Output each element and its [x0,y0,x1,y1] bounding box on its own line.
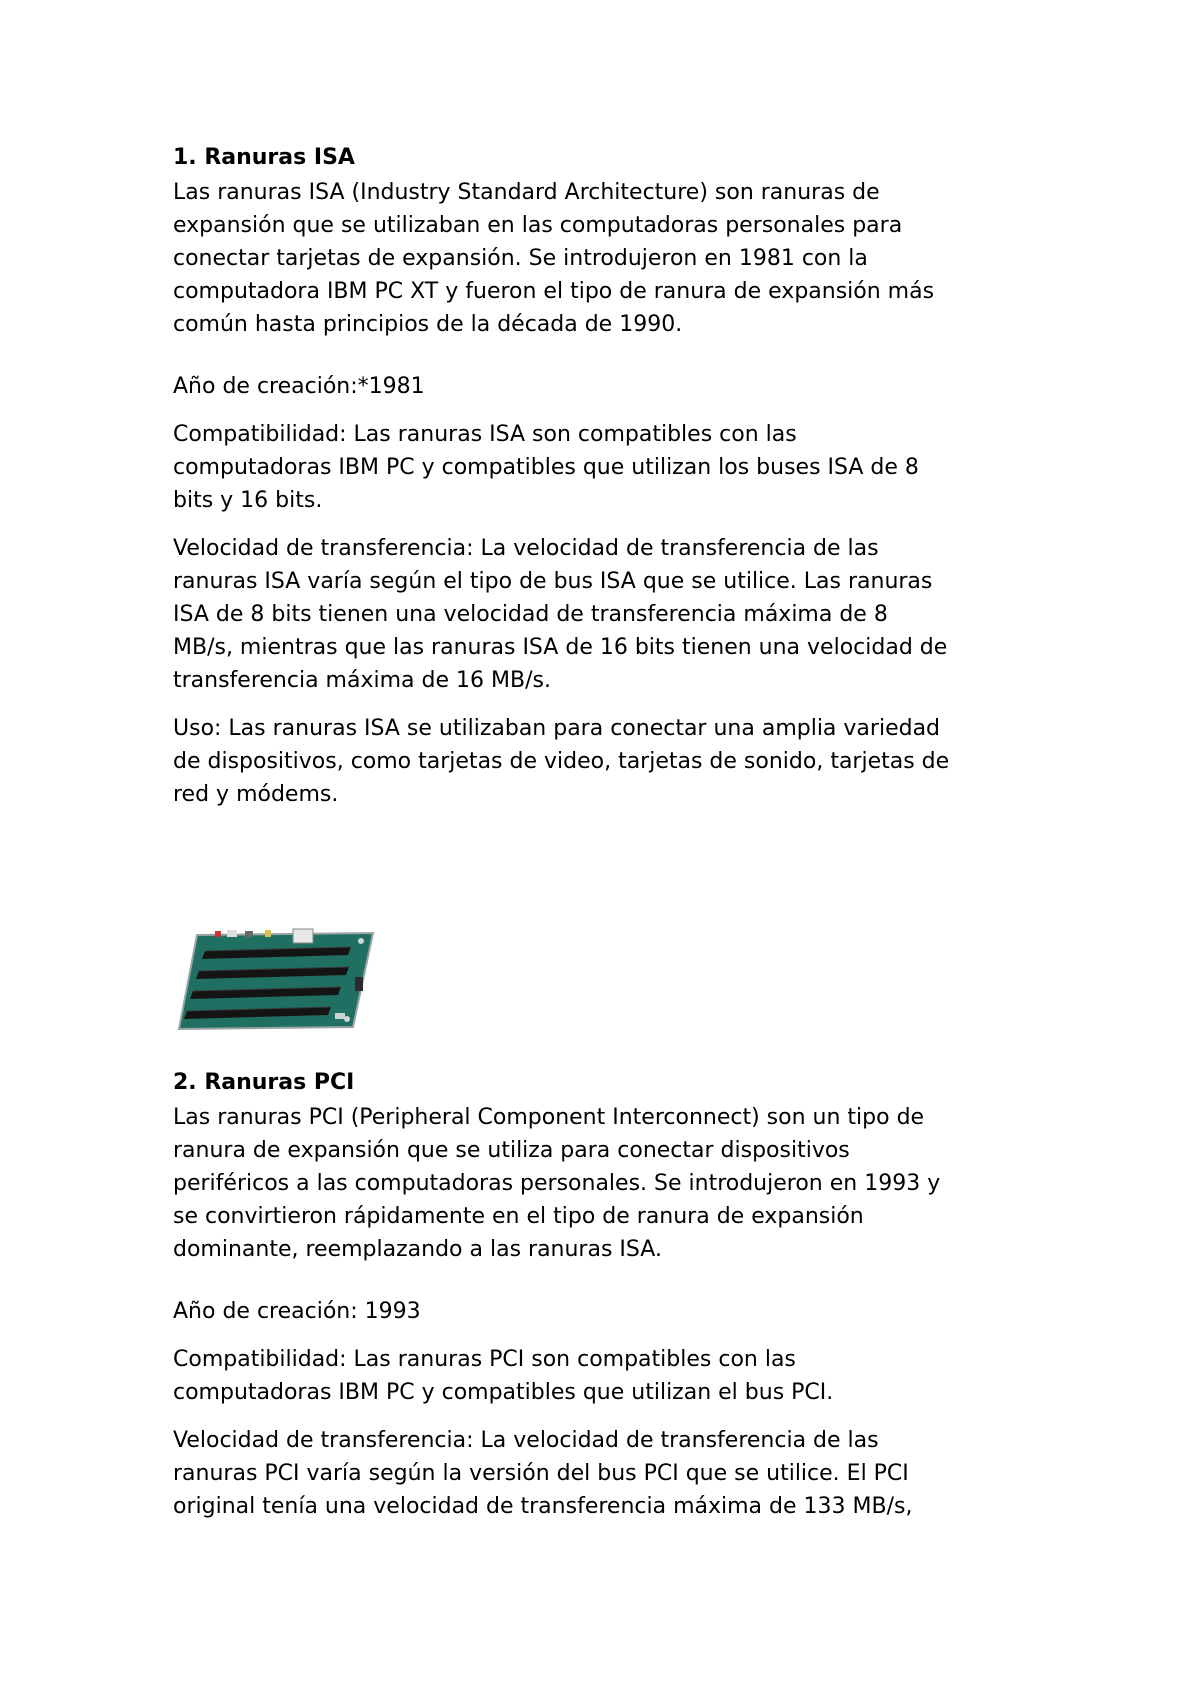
text-line: Velocidad de transferencia: La velocidad de transferencia de las [173,1428,879,1453]
isa-intro-paragraph [173,176,1053,341]
isa-board-image [175,927,375,1031]
text-line: Las ranuras ISA (Industry Standard Architecture) son ranuras de [173,180,880,205]
isa-year-paragraph [173,370,1053,403]
isa-compatibility-paragraph [173,418,1053,517]
text-line: Las ranuras PCI (Peripheral Component Interconnect) son un tipo de [173,1105,925,1130]
text-line: dominante, reemplazando a las ranuras ISA. [173,1237,662,1262]
section-heading-isa: 1. Ranuras ISA [173,145,355,170]
text-line: computadoras IBM PC y compatibles que utilizan el bus PCI. [173,1380,834,1405]
text-line: de dispositivos, como tarjetas de video, tarjetas de sonido, tarjetas de [173,749,950,774]
text-line: Compatibilidad: Las ranuras ISA son compatibles con las [173,422,797,447]
text-line: común hasta principios de la década de 1990. [173,312,683,337]
text-line: Año de creación: 1993 [173,1299,421,1324]
section-heading-pci: 2. Ranuras PCI [173,1070,355,1095]
isa-board-icon [175,927,375,1031]
text-line: bits y 16 bits. [173,488,323,513]
text-line: expansión que se utilizaban en las computadoras personales para [173,213,903,238]
text-line: Año de creación:*1981 [173,374,425,399]
text-line: Compatibilidad: Las ranuras PCI son compatibles con las [173,1347,796,1372]
text-line: periféricos a las computadoras personales. Se introdujeron en 1993 y [173,1171,941,1196]
isa-speed-paragraph [173,532,1053,697]
pci-compatibility-paragraph [173,1343,1053,1409]
text-line: computadoras IBM PC y compatibles que utilizan los buses ISA de 8 [173,455,919,480]
text-line: computadora IBM PC XT y fueron el tipo de ranura de expansión más [173,279,935,304]
text-line: transferencia máxima de 16 MB/s. [173,668,551,693]
text-line: Uso: Las ranuras ISA se utilizaban para conectar una amplia variedad [173,716,941,741]
text-line: ISA de 8 bits tienen una velocidad de transferencia máxima de 8 [173,602,888,627]
text-line: red y módems. [173,782,339,807]
text-line: ranuras PCI varía según la versión del bus PCI que se utilice. El PCI [173,1461,909,1486]
pci-year-paragraph [173,1295,1053,1328]
isa-use-paragraph [173,712,1053,811]
text-line: MB/s, mientras que las ranuras ISA de 16 bits tienen una velocidad de [173,635,948,660]
pci-speed-paragraph [173,1424,1053,1523]
text-line: Velocidad de transferencia: La velocidad de transferencia de las [173,536,879,561]
text-line: se convirtieron rápidamente en el tipo de ranura de expansión [173,1204,864,1229]
text-line: ranura de expansión que se utiliza para conectar dispositivos [173,1138,850,1163]
text-line: conectar tarjetas de expansión. Se introdujeron en 1981 con la [173,246,868,271]
pci-intro-paragraph [173,1101,1053,1266]
text-line: ranuras ISA varía según el tipo de bus ISA que se utilice. Las ranuras [173,569,933,594]
text-line: original tenía una velocidad de transferencia máxima de 133 MB/s, [173,1494,913,1519]
